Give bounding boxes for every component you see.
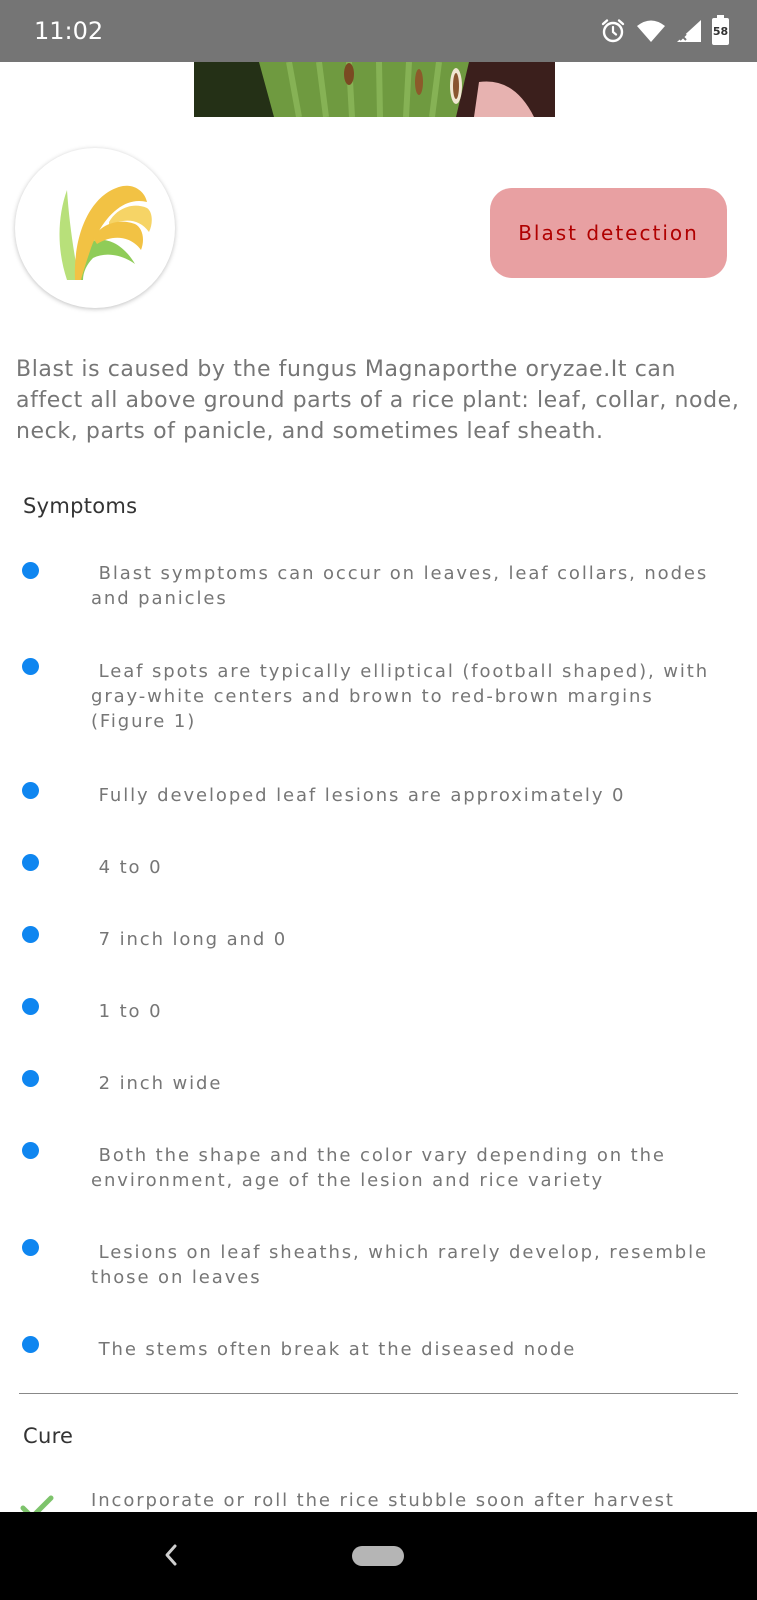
symptom-text: Blast symptoms can occur on leaves, leaf collars, nodes and panicles: [91, 563, 716, 609]
status-icons: [600, 16, 729, 46]
disease-photo: [194, 62, 555, 117]
bullet-dot-icon: [22, 1336, 39, 1353]
navigation-bar: [0, 1512, 757, 1600]
bullet-dot-icon: [22, 926, 39, 943]
home-button[interactable]: [352, 1546, 404, 1566]
symptom-text: 1 to 0: [91, 1001, 163, 1022]
symptom-text: Both the shape and the color vary depending on the environment, age of the lesion and rice variety: [91, 1145, 674, 1191]
bullet-dot-icon: [22, 658, 39, 675]
rice-logo-avatar: [15, 148, 175, 308]
bullet-dot-icon: [22, 1142, 39, 1159]
symptoms-heading: Symptoms: [23, 494, 138, 518]
bullet-dot-icon: [22, 998, 39, 1015]
battery-level: 58: [712, 24, 729, 38]
wifi-icon: [636, 19, 666, 43]
symptom-text: 2 inch wide: [91, 1073, 223, 1094]
bullet-dot-icon: [22, 782, 39, 799]
bullet-dot-icon: [22, 1070, 39, 1087]
list-item: [0, 1490, 757, 1512]
symptom-text: Fully developed leaf lesions are approximately 0: [91, 785, 626, 806]
alarm-icon: [600, 18, 626, 44]
symptom-text: The stems often break at the diseased node: [91, 1339, 577, 1360]
symptom-text: Leaf spots are typically elliptical (football shaped), with gray-white centers and brown to red-brown margins (Figure 1): [91, 661, 717, 732]
signal-icon: [676, 19, 702, 43]
symptom-text: 4 to 0: [91, 857, 163, 878]
blast-detection-button[interactable]: Blast detection: [490, 188, 727, 278]
cure-text: Incorporate or roll the rice stubble soon after harvest: [91, 1490, 675, 1511]
rice-plant-icon: [35, 168, 155, 288]
cure-heading: Cure: [23, 1424, 74, 1448]
status-bar: [0, 0, 757, 62]
bullet-dot-icon: [22, 854, 39, 871]
back-icon[interactable]: [156, 1540, 186, 1570]
bullet-dot-icon: [22, 562, 39, 579]
bullet-dot-icon: [22, 1239, 39, 1256]
symptom-text: 7 inch long and 0: [91, 929, 288, 950]
check-icon: [20, 1494, 54, 1512]
status-time: 11:02: [34, 17, 104, 45]
disease-description: Blast is caused by the fungus Magnaporthe oryzae.It can affect all above ground parts of a rice plant: leaf, collar, node, neck, parts of panicle, and sometimes leaf sheath.: [16, 357, 740, 444]
section-divider: [19, 1393, 738, 1394]
symptom-text: Lesions on leaf sheaths, which rarely develop, resemble those on leaves: [91, 1242, 716, 1288]
battery-icon: [712, 18, 729, 45]
